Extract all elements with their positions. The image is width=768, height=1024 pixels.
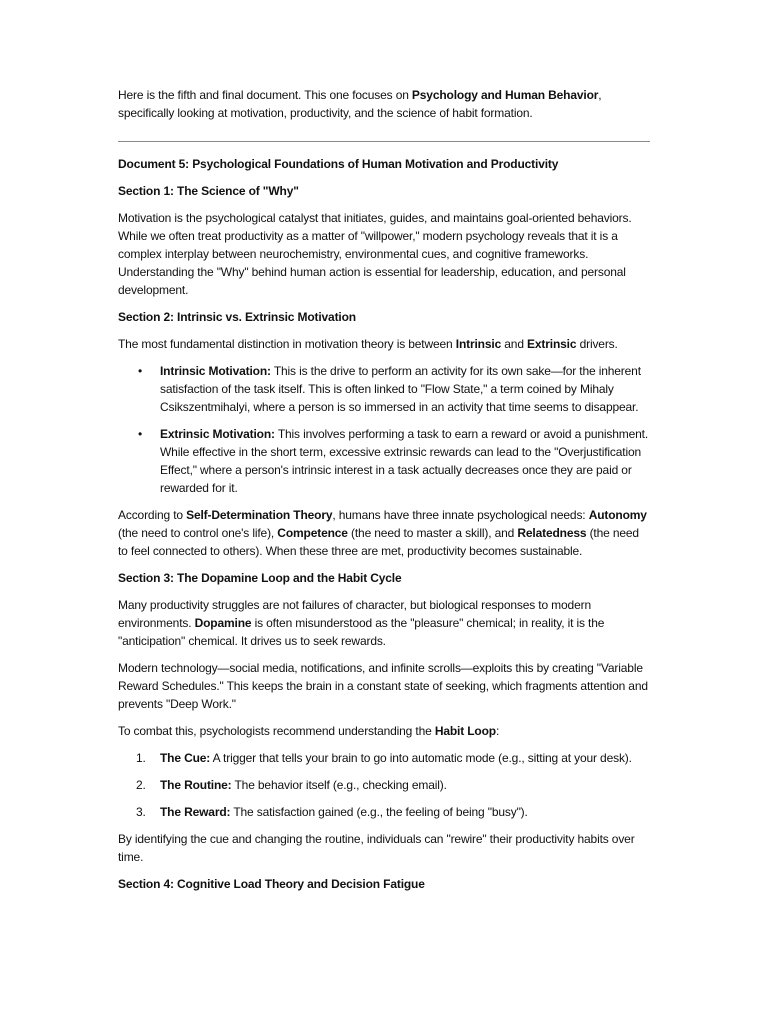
bullet-item-extrinsic — [118, 425, 650, 497]
section-3-heading: Section 3: The Dopamine Loop and the Habit Cycle — [118, 571, 402, 585]
bullet-text: This involves performing a task to earn a reward or avoid a punishment. While effective in the short term, excessive extrinsic rewards can lead to the "Overjustification Effect," where a person's intrinsic interest in a task actually decreases once they are paid or rewarded for it. — [160, 427, 649, 495]
section-2-lead-paragraph: The most fundamental distinction in motivation theory is between Intrinsic and Extrinsic drivers. — [118, 337, 618, 351]
step-text: A trigger that tells your brain to go into automatic mode (e.g., sitting at your desk). — [210, 751, 632, 765]
list-number: 2. — [136, 778, 146, 792]
section-4-heading: Section 4: Cognitive Load Theory and Decision Fatigue — [118, 877, 425, 891]
document-title: Document 5: Psychological Foundations of Human Motivation and Productivity — [118, 157, 559, 171]
horizontal-rule — [118, 141, 650, 142]
numbered-item-cue — [118, 749, 650, 767]
term-relatedness: Relatedness — [517, 526, 587, 540]
document-body — [118, 86, 650, 902]
motivation-bullet-list — [118, 362, 650, 497]
bullet-text: This is the drive to perform an activity for its own sake—for the inherent satisfaction of the task itself. This is often linked to "Flow State," a term coined by Mihaly Csikszentmihalyi, where a person is so immersed in an activity that time seems to disappear. — [160, 364, 641, 414]
term-intrinsic: Intrinsic — [455, 337, 502, 351]
step-term: The Reward: — [160, 805, 231, 819]
bullet-item-intrinsic — [118, 362, 650, 416]
intro-text-rest: , specifically looking at motivation, productivity, and the science of habit formation. — [118, 88, 602, 120]
term-extrinsic: Extrinsic — [527, 337, 577, 351]
self-determination-paragraph: According to Self-Determination Theory, humans have three innate psychological needs: Autonomy (the need to control one's life), Competence (the need to master a skill), and Relatedness (the need to feel connected to others). When these three are met, productivity becomes sustainable. — [118, 508, 647, 558]
intro-paragraph — [118, 86, 650, 122]
section-3-paragraph-dopamine: Many productivity struggles are not failures of character, but biological responses to modern environments. Dopamine is often misunderstood as the "pleasure" chemical; in reality, it is the "anticipation" chemical. It drives us to seek rewards. — [118, 598, 605, 648]
term-autonomy: Autonomy — [588, 508, 647, 522]
step-text: The satisfaction gained (e.g., the feeling of being "busy"). — [230, 805, 528, 819]
section-3-paragraph-rewire: By identifying the cue and changing the routine, individuals can "rewire" their productivity habits over time. — [118, 832, 635, 864]
numbered-item-routine — [118, 776, 650, 794]
bullet-term: Intrinsic Motivation: — [160, 364, 271, 378]
section-2-heading: Section 2: Intrinsic vs. Extrinsic Motivation — [118, 310, 356, 324]
bullet-icon: • — [138, 364, 143, 378]
term-competence: Competence — [277, 526, 348, 540]
bullet-icon: • — [138, 427, 143, 441]
bullet-term: Extrinsic Motivation: — [160, 427, 275, 441]
section-1-heading: Section 1: The Science of "Why" — [118, 184, 299, 198]
section-3-paragraph-technology: Modern technology—social media, notifications, and infinite scrolls—exploits this by creating "Variable Reward Schedules." This keeps the brain in a constant state of seeking, which fragments attention and prevents "Deep Work." — [118, 661, 648, 711]
list-number: 3. — [136, 805, 146, 819]
intro-topic-bold: Psychology and Human Behavior — [411, 88, 599, 102]
section-1-paragraph: Motivation is the psychological catalyst that initiates, guides, and maintains goal-oriented behaviors. While we often treat productivity as a matter of "willpower," modern psychology reveals that it is a complex interplay between neurochemistry, environmental cues, and cognitive frameworks. Understanding the "Why" behind human action is essential for leadership, education, and personal development. — [118, 211, 632, 297]
section-3-paragraph-habit-loop: To combat this, psychologists recommend understanding the Habit Loop: — [118, 724, 500, 738]
habit-loop-numbered-list — [118, 749, 650, 821]
term-dopamine: Dopamine — [194, 616, 252, 630]
step-term: The Cue: — [160, 751, 211, 765]
step-text: The behavior itself (e.g., checking email). — [231, 778, 447, 792]
numbered-item-reward — [118, 803, 650, 821]
step-term: The Routine: — [160, 778, 232, 792]
term-habit-loop: Habit Loop — [434, 724, 496, 738]
intro-text: Here is the fifth and final document. This one focuses on — [118, 88, 412, 102]
list-number: 1. — [136, 751, 146, 765]
term-self-determination-theory: Self-Determination Theory — [186, 508, 333, 522]
